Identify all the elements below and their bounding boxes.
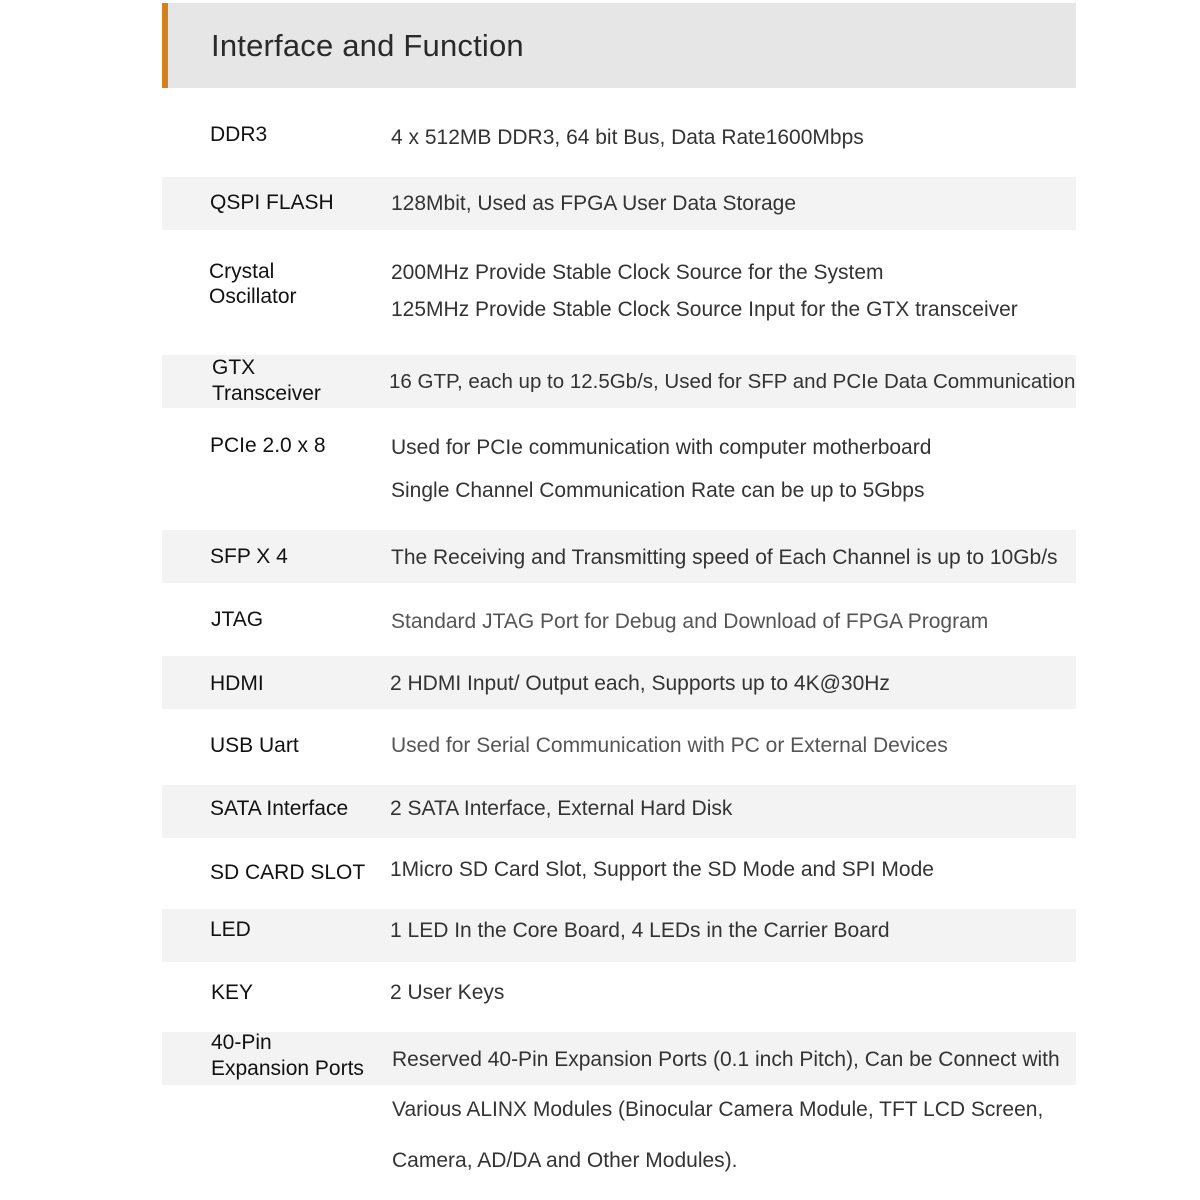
row-label-sfp: SFP X 4: [210, 545, 288, 568]
header-accent-bar: [162, 3, 168, 88]
row-value-expansion-line3: Camera, AD/DA and Other Modules).: [392, 1149, 738, 1172]
row-label-expansion-line2: Expansion Ports: [211, 1057, 364, 1080]
row-label-jtag: JTAG: [211, 608, 264, 631]
row-label-hdmi: HDMI: [210, 672, 264, 695]
row-value-hdmi: 2 HDMI Input/ Output each, Supports up to 4K@30Hz: [390, 672, 890, 695]
row-value-sd-card: 1Micro SD Card Slot, Support the SD Mode and SPI Mode: [390, 858, 934, 881]
row-value-qspi-flash: 128Mbit, Used as FPGA User Data Storage: [391, 192, 797, 215]
page-title: Interface and Function: [211, 28, 524, 63]
row-value-sfp: The Receiving and Transmitting speed of Each Channel is up to 10Gb/s: [391, 546, 1058, 569]
row-label-gtx-line2: Transceiver: [212, 382, 321, 405]
row-label-qspi-flash: QSPI FLASH: [210, 191, 334, 214]
row-value-pcie-line1: Used for PCIe communication with computer motherboard: [391, 436, 932, 459]
row-value-led: 1 LED In the Core Board, 4 LEDs in the Carrier Board: [390, 919, 890, 942]
row-label-key: KEY: [211, 981, 254, 1004]
row-value-gtx: 16 GTP, each up to 12.5Gb/s, Used for SFP and PCIe Data Communication: [389, 370, 1076, 393]
row-value-usb-uart: Used for Serial Communication with PC or External Devices: [391, 734, 948, 757]
section-header: [162, 3, 1076, 88]
row-value-pcie-line2: Single Channel Communication Rate can be up to 5Gbps: [391, 479, 925, 502]
row-label-led: LED: [210, 918, 251, 941]
row-label-crystal-line1: Crystal: [209, 260, 275, 283]
row-value-expansion-line2: Various ALINX Modules (Binocular Camera Module, TFT LCD Screen,: [392, 1098, 1044, 1121]
row-value-key: 2 User Keys: [390, 981, 505, 1004]
row-label-ddr3: DDR3: [210, 123, 268, 146]
row-label-crystal-line2: Oscillator: [209, 285, 297, 308]
row-label-sata: SATA Interface: [210, 797, 349, 820]
row-label-gtx-line1: GTX: [212, 356, 256, 379]
row-label-usb-uart: USB Uart: [210, 734, 299, 757]
row-label-pcie: PCIe 2.0 x 8: [210, 434, 326, 457]
row-value-expansion-line1: Reserved 40-Pin Expansion Ports (0.1 inch Pitch), Can be Connect with: [392, 1048, 1060, 1071]
row-value-ddr3: 4 x 512MB DDR3, 64 bit Bus, Data Rate1600Mbps: [391, 126, 864, 149]
row-value-sata: 2 SATA Interface, External Hard Disk: [390, 797, 733, 820]
row-label-sd-card: SD CARD SLOT: [210, 861, 366, 884]
row-value-jtag: Standard JTAG Port for Debug and Download of FPGA Program: [391, 610, 989, 633]
row-label-expansion-line1: 40-Pin: [211, 1031, 272, 1054]
row-value-crystal-125mhz: 125MHz Provide Stable Clock Source Input for the GTX transceiver: [391, 298, 1018, 321]
row-value-crystal-200mhz: 200MHz Provide Stable Clock Source for the System: [391, 261, 884, 284]
